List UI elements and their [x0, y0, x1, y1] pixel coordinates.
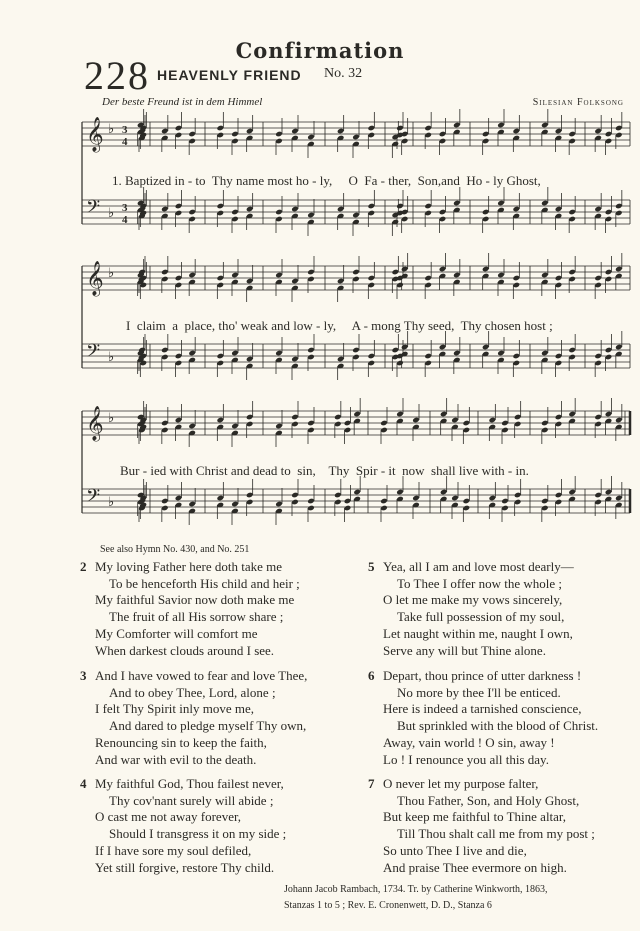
flat-sign: ♭ [108, 266, 115, 281]
stanza-number: 7 [368, 776, 375, 791]
stanza-line: Should I transgress it on my side ; [109, 826, 287, 842]
stanza-line: Renouncing sin to keep the faith, [95, 734, 267, 750]
time-signature: 3 [122, 202, 128, 214]
stanza-line: O cast me not away forever, [95, 809, 242, 825]
hymn-meter: No. 32 [324, 66, 363, 81]
stanza-line: O never let my purpose falter, [383, 776, 539, 791]
bass-clef: 𝄢 [86, 341, 101, 366]
stanza-line: Till Thou shalt call me from my post ; [397, 826, 595, 842]
lyric-line-1: 1. Baptized in - to Thy name most ho - ly, O Fa - ther, Son,and Ho - ly Ghost, [112, 173, 541, 188]
stanza-line: Serve any will but Thine alone. [383, 642, 546, 658]
stanza-line: To be henceforth His child and heir ; [109, 575, 300, 591]
stanza-line: To Thee I offer now the whole ; [397, 575, 563, 591]
stanza-line: And I have vowed to fear and love Thee, [95, 668, 308, 683]
stanza-line: My faithful Savior now doth make me [95, 592, 295, 608]
stanza-line: Here is indeed a tarnished conscience, [383, 701, 582, 717]
stanza-line: Take full possession of my soul, [397, 609, 565, 625]
time-signature: 4 [122, 136, 128, 148]
stanza-line: But sprinkled with the blood of Christ. [397, 718, 599, 734]
stanza-line: My faithful God, Thou failest never, [95, 776, 284, 791]
stanza-line: Let naught within me, naught I own, [383, 625, 573, 641]
bass-clef: 𝄢 [86, 197, 101, 222]
flat-sign: ♭ [108, 350, 115, 365]
treble-clef: 𝄞 [86, 261, 104, 296]
stanza-number: 6 [368, 668, 375, 683]
stanza-line: And praise Thee evermore on high. [383, 859, 567, 875]
stanza-line: I felt Thy Spirit inly move me, [95, 701, 254, 717]
time-signature: 3 [122, 124, 128, 136]
stanza-line: So unto Thee I live and die, [383, 842, 527, 858]
stanza-number: 3 [80, 668, 87, 683]
lyric-line-3: Bur - ied with Christ and dead to sin, Thy Spir - it now shall live with - in. [120, 463, 529, 478]
stanza-4 [95, 776, 286, 876]
stanza-line: And war with evil to the death. [95, 751, 257, 767]
flat-sign: ♭ [108, 122, 115, 137]
time-signature: 4 [122, 214, 128, 226]
section-title: Confirmation [235, 38, 405, 63]
treble-clef: 𝄞 [86, 117, 104, 152]
stanza-line: If I have sore my soul defiled, [95, 842, 252, 858]
stanza-line: Yet still forgive, restore Thy child. [95, 859, 275, 875]
stanza-line: The fruit of all His sorrow share ; [109, 609, 284, 625]
credit-line-1: Johann Jacob Rambach, 1734. Tr. by Catherine Winkworth, 1863, [284, 884, 548, 895]
stanza-line: Thou Father, Son, and Holy Ghost, [397, 792, 580, 808]
stanza-line: But keep me faithful to Thine altar, [383, 809, 566, 825]
stanza-number: 4 [80, 776, 87, 791]
treble-clef: 𝄞 [86, 406, 104, 441]
stanza-number: 5 [368, 559, 375, 574]
stanza-2 [95, 559, 300, 659]
stanza-line: My loving Father here doth take me [95, 559, 283, 574]
stanza-6 [383, 668, 598, 768]
bass-clef: 𝄢 [86, 486, 101, 511]
lyric-line-2: I claim a place, tho' weak and low - ly, A - mong Thy seed, Thy chosen host ; [126, 318, 553, 333]
stanza-7 [383, 776, 595, 876]
stanza-line: My Comforter will comfort me [95, 625, 258, 641]
hymn-number: 228 [84, 53, 150, 98]
see-also-note: See also Hymn No. 430, and No. 251 [100, 544, 250, 555]
credit-line-2: Stanzas 1 to 5 ; Rev. E. Cronenwett, D. D., Stanza 6 [284, 900, 492, 911]
stanza-line: Lo ! I renounce you all this day. [383, 751, 549, 767]
flat-sign: ♭ [108, 411, 115, 426]
stanza-line: Depart, thou prince of utter darkness ! [383, 668, 582, 683]
flat-sign: ♭ [108, 206, 115, 221]
stanza-line: And dared to pledge myself Thy own, [109, 718, 307, 734]
stanza-3 [95, 668, 307, 768]
stanza-line: No more by thee I'll be enticed. [397, 684, 561, 700]
tune-name: Silesian Folksong [532, 97, 624, 108]
german-title: Der beste Freund ist in dem Himmel [102, 96, 263, 108]
stanza-5 [383, 559, 574, 659]
stanza-line: O let me make my vows sincerely, [383, 592, 563, 608]
stanza-line: Yea, all I am and love most dearly— [383, 559, 574, 574]
stanza-number: 2 [80, 559, 87, 574]
stanza-line: Away, vain world ! O sin, away ! [383, 734, 555, 750]
stanza-line: Thy cov'nant surely will abide ; [109, 792, 274, 808]
flat-sign: ♭ [108, 495, 115, 510]
hymn-title: HEAVENLY FRIEND [157, 67, 302, 83]
stanza-line: And to obey Thee, Lord, alone ; [109, 684, 276, 700]
stanza-line: When darkest clouds around I see. [95, 642, 275, 658]
